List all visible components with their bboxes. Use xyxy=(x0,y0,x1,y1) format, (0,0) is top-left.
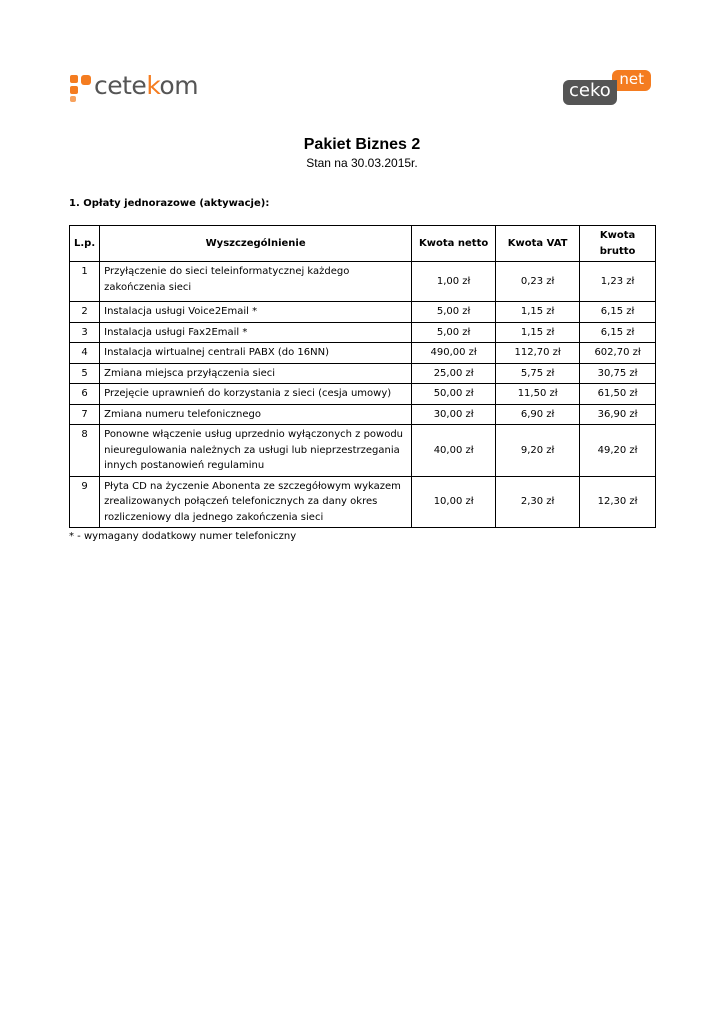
cell-description: Płyta CD na życzenie Abonenta ze szczegółowym wykazem zrealizowanych połączeń telefonicznych za dany okres rozliczeniowy dla jednego zakończenia sieci xyxy=(100,476,412,528)
page-title: Pakiet Biznes 2 xyxy=(303,136,421,153)
cell-description: Instalacja usługi Fax2Email * xyxy=(100,322,412,343)
cell-lp: 5 xyxy=(70,363,100,384)
cell-netto: 30,00 zł xyxy=(412,404,496,425)
cell-description: Przejęcie uprawnień do korzystania z sieci (cesja umowy) xyxy=(100,384,412,405)
cell-netto: 40,00 zł xyxy=(412,425,496,477)
cekonet-ceko-part: ceko xyxy=(563,80,617,105)
table-row xyxy=(70,384,656,405)
cell-description: Zmiana miejsca przyłączenia sieci xyxy=(100,363,412,384)
table-row xyxy=(70,476,656,528)
cell-vat: 112,70 zł xyxy=(496,343,580,364)
cell-description: Instalacja usługi Voice2Email * xyxy=(100,302,412,323)
table-row xyxy=(70,322,656,343)
column-header-lp: L.p. xyxy=(70,226,100,262)
cell-lp: 7 xyxy=(70,404,100,425)
cell-brutto: 6,15 zł xyxy=(580,322,656,343)
footnote: * - wymagany dodatkowy numer telefoniczny xyxy=(69,531,297,542)
cell-brutto: 30,75 zł xyxy=(580,363,656,384)
column-header-vat: Kwota VAT xyxy=(496,226,580,262)
column-header-brutto: Kwota brutto xyxy=(580,226,656,262)
cell-netto: 5,00 zł xyxy=(412,322,496,343)
cekonet-net-part: net xyxy=(612,70,651,91)
cell-brutto: 602,70 zł xyxy=(580,343,656,364)
cell-brutto: 36,90 zł xyxy=(580,404,656,425)
cell-lp: 8 xyxy=(70,425,100,477)
cell-vat: 11,50 zł xyxy=(496,384,580,405)
cell-lp: 6 xyxy=(70,384,100,405)
cell-brutto: 49,20 zł xyxy=(580,425,656,477)
cell-netto: 5,00 zł xyxy=(412,302,496,323)
column-header-netto: Kwota netto xyxy=(412,226,496,262)
cell-lp: 1 xyxy=(70,262,100,302)
cell-lp: 3 xyxy=(70,322,100,343)
cell-description: Instalacja wirtualnej centrali PABX (do 16NN) xyxy=(100,343,412,364)
cell-netto: 10,00 zł xyxy=(412,476,496,528)
cell-vat: 9,20 zł xyxy=(496,425,580,477)
cetekom-wordmark: cetekom xyxy=(94,70,199,100)
cell-vat: 0,23 zł xyxy=(496,262,580,302)
table-row xyxy=(70,302,656,323)
cell-netto: 490,00 zł xyxy=(412,343,496,364)
table-row xyxy=(70,404,656,425)
cell-vat: 1,15 zł xyxy=(496,302,580,323)
fees-table xyxy=(69,225,656,528)
cell-lp: 4 xyxy=(70,343,100,364)
cell-description: Ponowne włączenie usług uprzednio wyłączonych z powodu nieuregulowania należnych za usługi lub nieprzestrzegania innych postanowień regulaminu xyxy=(100,425,412,477)
cell-netto: 1,00 zł xyxy=(412,262,496,302)
cekonet-logo xyxy=(563,70,653,104)
cell-lp: 9 xyxy=(70,476,100,528)
cell-brutto: 1,23 zł xyxy=(580,262,656,302)
cell-vat: 2,30 zł xyxy=(496,476,580,528)
cell-netto: 50,00 zł xyxy=(412,384,496,405)
cell-netto: 25,00 zł xyxy=(412,363,496,384)
cell-vat: 6,90 zł xyxy=(496,404,580,425)
cell-vat: 5,75 zł xyxy=(496,363,580,384)
cell-vat: 1,15 zł xyxy=(496,322,580,343)
column-header-description: Wyszczególnienie xyxy=(100,226,412,262)
cell-brutto: 6,15 zł xyxy=(580,302,656,323)
cell-description: Przyłączenie do sieci teleinformatycznej każdego zakończenia sieci xyxy=(100,262,412,302)
page-subtitle: Stan na 30.03.2015r. xyxy=(306,156,418,170)
table-header-row xyxy=(70,226,656,262)
section-heading: 1. Opłaty jednorazowe (aktywacje): xyxy=(69,198,270,209)
cetekom-squares-icon xyxy=(70,71,92,103)
table-row xyxy=(70,262,656,302)
cell-brutto: 61,50 zł xyxy=(580,384,656,405)
cell-description: Zmiana numeru telefonicznego xyxy=(100,404,412,425)
cell-brutto: 12,30 zł xyxy=(580,476,656,528)
table-row xyxy=(70,363,656,384)
cell-lp: 2 xyxy=(70,302,100,323)
table-row xyxy=(70,425,656,477)
table-row xyxy=(70,343,656,364)
cetekom-logo xyxy=(70,70,198,104)
